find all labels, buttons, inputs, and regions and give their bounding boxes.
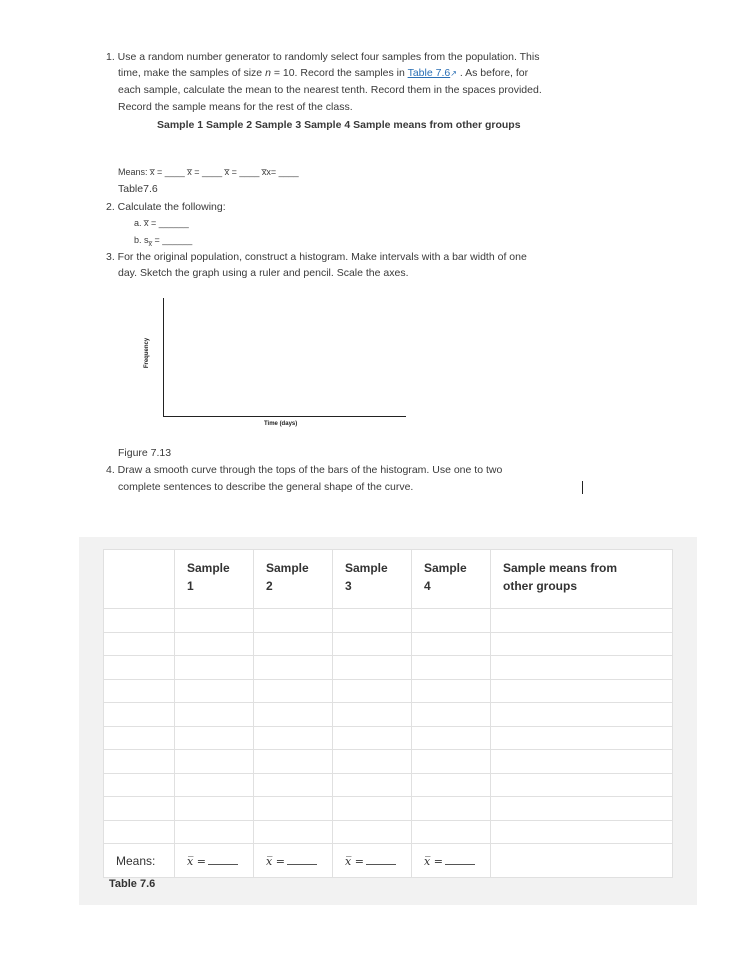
text-cursor (582, 481, 583, 494)
histogram-y-label: Frequency (144, 337, 151, 369)
mean-sample-1: x̅ = (175, 844, 254, 878)
table-panel (79, 537, 697, 905)
header-sample-4: Sample 4 (412, 550, 491, 609)
histogram-y-axis (163, 298, 164, 416)
q2-a: a. x̅ = ______ (134, 218, 189, 228)
table-row (104, 797, 673, 821)
table-header-row (104, 550, 673, 609)
q1-line2: time, make the samples of size n = 10. Record the samples in Table 7.6↗ . As before, for (118, 67, 529, 79)
header-other-groups: Sample means from other groups (491, 550, 673, 609)
figure-caption: Figure 7.13 (118, 447, 172, 459)
q1-line1: 1. Use a random number generator to randomly select four samples from the population. This (106, 51, 540, 63)
external-link-icon: ↗ (450, 69, 457, 78)
table-row (104, 679, 673, 703)
table-row (104, 656, 673, 680)
q1-line4: Record the sample means for the rest of the class. (118, 101, 353, 113)
means-row (104, 844, 673, 878)
histogram-x-label: Time (days) (264, 421, 298, 427)
q2-line1: 2. Calculate the following: (106, 201, 226, 213)
q1-line3: each sample, calculate the mean to the nearest tenth. Record them in the spaces provided. (118, 84, 542, 96)
q3-line1: 3. For the original population, construct a histogram. Make intervals with a bar width of one (106, 251, 527, 263)
mean-other (491, 844, 673, 878)
table-row (104, 609, 673, 633)
table-row (104, 820, 673, 844)
table-row (104, 703, 673, 727)
table-row (104, 773, 673, 797)
table-7-6-link[interactable]: Table 7.6 (407, 67, 451, 79)
table-row (104, 750, 673, 774)
sample-table (103, 549, 673, 878)
q4-line1: 4. Draw a smooth curve through the tops of the bars of the histogram. Use one to two (106, 464, 503, 476)
header-sample-1: Sample 1 (175, 550, 254, 609)
header-sample-2: Sample 2 (254, 550, 333, 609)
mean-sample-4: x̅ = (412, 844, 491, 878)
mean-sample-3: x̅ = (333, 844, 412, 878)
table-row (104, 632, 673, 656)
q1-header-row: Sample 1 Sample 2 Sample 3 Sample 4 Sample means from other groups (157, 119, 521, 131)
histogram-x-axis (163, 416, 406, 417)
means-label: Means: (104, 844, 175, 878)
mean-sample-2: x̅ = (254, 844, 333, 878)
table-row (104, 726, 673, 750)
q2-b: b. $s_{x̅}$ = ______ (134, 235, 193, 248)
table-caption: Table 7.6 (109, 878, 156, 890)
q1-table-ref: Table7.6 (118, 183, 158, 195)
header-sample-3: Sample 3 (333, 550, 412, 609)
q1-means-line: Means: x̅ = ____ x̅ = ____ x̅ = ____ x̅x= ____ (118, 167, 299, 177)
q4-line2: complete sentences to describe the general shape of the curve. (118, 481, 414, 493)
header-empty (104, 550, 175, 609)
q3-line2: day. Sketch the graph using a ruler and pencil. Scale the axes. (118, 267, 409, 279)
